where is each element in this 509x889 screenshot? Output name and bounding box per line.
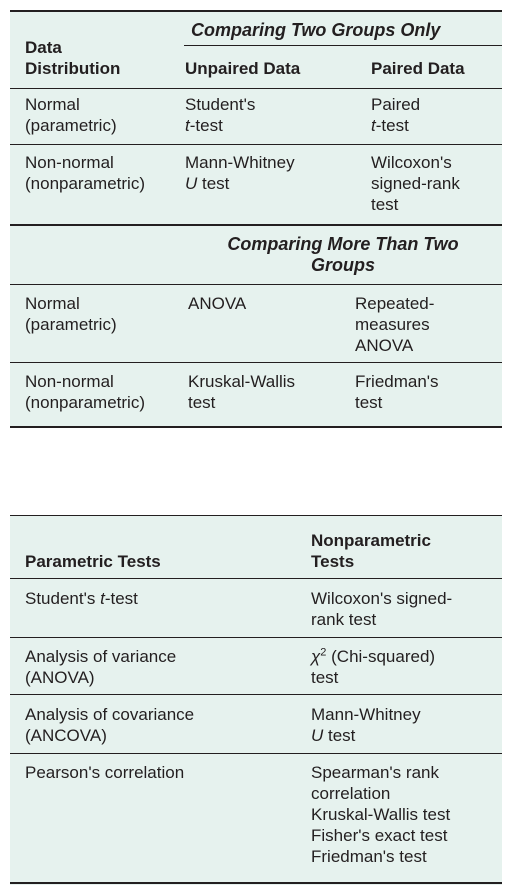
row2-normal-distribution: Normal (parametric) <box>25 294 117 334</box>
table2-row-rule-1 <box>10 637 502 638</box>
row-wilcoxon: Wilcoxon's signed- rank test <box>311 589 453 629</box>
section2-header-rule <box>10 284 502 285</box>
row-nonnormal-distribution: Non-normal (nonparametric) <box>25 153 145 193</box>
header-data-distribution: Data Distribution <box>25 38 121 78</box>
table-bottom-rule <box>10 426 502 428</box>
header-rule <box>10 88 502 89</box>
tests-table <box>10 515 502 885</box>
group-title-more-than-two: Comparing More Than Two Groups <box>227 234 459 275</box>
row-normal-distribution: Normal (parametric) <box>25 95 117 135</box>
row-chi-squared: $\chi^2$ (Chi-squared) test <box>311 646 436 687</box>
comparison-table <box>10 10 502 428</box>
row-anova: Analysis of variance (ANOVA) <box>25 647 177 687</box>
row2-normal-unpaired: ANOVA <box>188 294 247 313</box>
row2-nonnormal-distribution: Non-normal (nonparametric) <box>25 372 145 412</box>
row-normal-paired: Paired t-test <box>371 95 421 135</box>
list-item: Friedman's test <box>311 847 427 866</box>
row2-nonnormal-paired: Friedman's test <box>355 372 439 412</box>
header-parametric-tests: Parametric Tests <box>25 552 161 571</box>
row-ancova: Analysis of covariance (ANCOVA) <box>25 705 195 745</box>
row-pearson: Pearson's correlation <box>25 763 185 782</box>
list-item: Kruskal-Wallis test <box>311 805 451 824</box>
table2-row-rule-2 <box>10 694 502 695</box>
row-nonnormal-paired: Wilcoxon's signed-rank test <box>371 153 460 214</box>
header-paired-data: Paired Data <box>371 59 465 78</box>
header-unpaired-data: Unpaired Data <box>185 59 301 78</box>
row-normal-unpaired: Student's t-test <box>185 95 256 135</box>
row-mann-whitney: Mann-Whitney U test <box>311 705 421 745</box>
list-item: Fisher's exact test <box>311 826 448 845</box>
group-title-underline <box>184 45 502 46</box>
table2-row-rule-3 <box>10 753 502 754</box>
row2-nonnormal-unpaired: Kruskal-Wallis test <box>188 372 296 412</box>
list-item: correlation <box>311 784 391 803</box>
group-title-two-groups: Comparing Two Groups Only <box>191 20 441 40</box>
table2-bottom-rule <box>10 882 502 884</box>
table2-header-rule <box>10 578 502 579</box>
row2-rule <box>10 362 502 363</box>
row-nonnormal-unpaired: Mann-Whitney U test <box>185 153 295 193</box>
list-item: Spearman's rank <box>311 763 439 782</box>
header-nonparametric-tests: Nonparametric Tests <box>311 531 431 571</box>
table-top-rule <box>10 10 502 12</box>
row-rule <box>10 144 502 145</box>
row2-normal-paired: Repeated- measures ANOVA <box>355 294 435 355</box>
table2-top-rule <box>10 515 502 516</box>
section-rule <box>10 224 502 226</box>
row-nonparametric-list <box>311 762 450 867</box>
row-student-t-test: Student's t-test <box>25 589 138 608</box>
